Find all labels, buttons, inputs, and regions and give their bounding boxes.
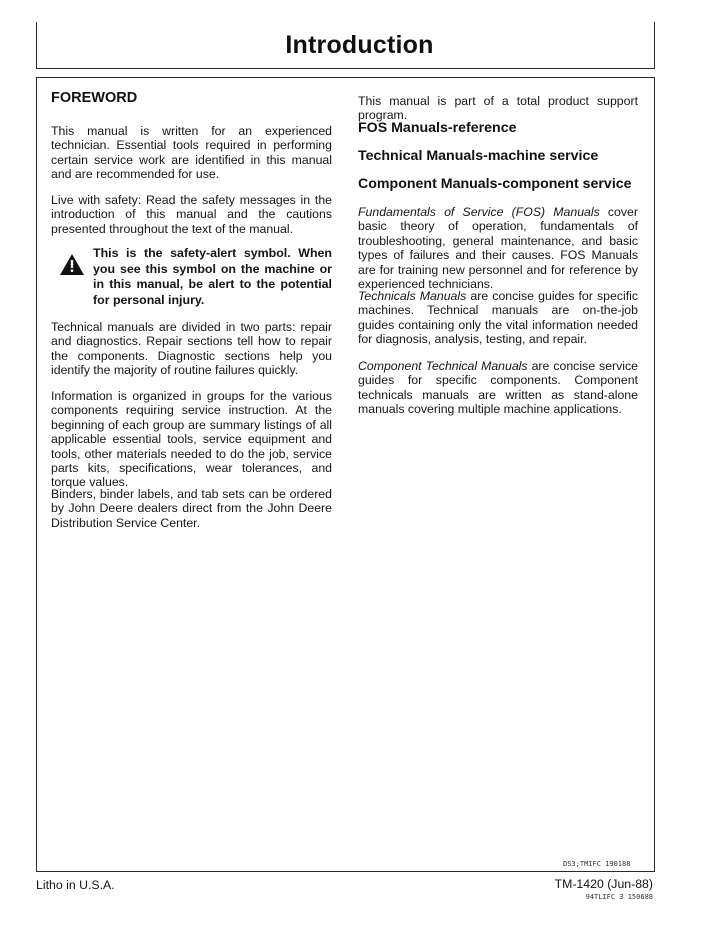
box-top-rule xyxy=(36,77,655,78)
header-rule xyxy=(36,68,655,69)
box-bottom-rule xyxy=(36,871,655,872)
technical-manuals-term: Technicals Manuals xyxy=(358,289,467,303)
technical-manuals-heading: Technical Manuals-machine service xyxy=(358,148,599,164)
safety-alert-text: This is the safety-alert symbol. When you see this symbol on the machine or in this manual, be alert to the potential for personal injury. xyxy=(93,246,332,307)
foreword-heading: FOREWORD xyxy=(51,90,138,106)
litho-text: Litho in U.S.A. xyxy=(36,878,115,892)
page-code: 94TLIFC 3 150688 xyxy=(585,893,653,901)
paragraph-text: Live with safety: Read the safety messages in the introduction of this manual and the cautions presented throughout the text of the manual. xyxy=(51,193,332,236)
manual-number: TM-1420 (Jun-88) xyxy=(554,877,653,891)
paragraph-text: Technical manuals are divided in two parts: repair and diagnostics. Repair sections tell how to repair the components. Diagnostic sections help you identify the majority of routine failures quickly. xyxy=(51,320,332,378)
foreword-paragraph-4 xyxy=(51,389,332,490)
box-footer-code: DS3;TMIFC 190188 xyxy=(563,860,631,868)
paragraph-text: Information is organized in groups for the various components requiring service instruction. At the beginning of each group are summary listings of all applicable essential tools, service equipment and tools, other materials needed to do the job, service parts kits, specifications, wear tolerances, and torque values. xyxy=(51,389,332,490)
box-right-rule xyxy=(654,77,655,871)
foreword-paragraph-1 xyxy=(51,124,332,182)
page-title: Introduction xyxy=(285,31,434,59)
fos-manuals-term: Fundamentals of Service (FOS) Manuals xyxy=(358,205,600,219)
technical-paragraph xyxy=(358,289,638,347)
component-paragraph xyxy=(358,359,638,417)
fos-paragraph xyxy=(358,205,638,291)
component-manuals-term: Component Technical Manuals xyxy=(358,359,528,373)
paragraph-text: cover basic theory of operation, fundamentals of troubleshooting, general maintenance, and basic types of failures and their causes. FOS Manuals are for training new personnel and for reference by experienced technicians. xyxy=(358,205,638,292)
paragraph-text: Binders, binder labels, and tab sets can be ordered by John Deere dealers direct from the John Deere Distribution Service Center. xyxy=(51,487,332,530)
fos-manuals-heading: FOS Manuals-reference xyxy=(358,120,517,136)
foreword-paragraph-5 xyxy=(51,487,332,530)
foreword-paragraph-3 xyxy=(51,320,332,378)
paragraph-text: This manual is part of a total product support program. xyxy=(358,94,638,123)
paragraph-text: are concise service guides for specific components. Component technicals manuals are written as stand-alone manuals covering multiple machine applications. xyxy=(358,359,638,417)
foreword-paragraph-2 xyxy=(51,193,332,236)
component-manuals-heading: Component Manuals-component service xyxy=(358,176,632,192)
warning-triangle-icon xyxy=(60,254,84,275)
program-intro xyxy=(358,94,638,123)
box-left-rule xyxy=(36,77,37,871)
paragraph-text: are concise guides for specific machines. Technical manuals are on-the-job guides containing only the vital information needed for diagnosis, analysis, testing, and repair. xyxy=(358,289,638,347)
paragraph-text: This manual is written for an experienced technician. Essential tools required in performing certain service work are identified in this manual and are recommended for use. xyxy=(51,124,332,182)
